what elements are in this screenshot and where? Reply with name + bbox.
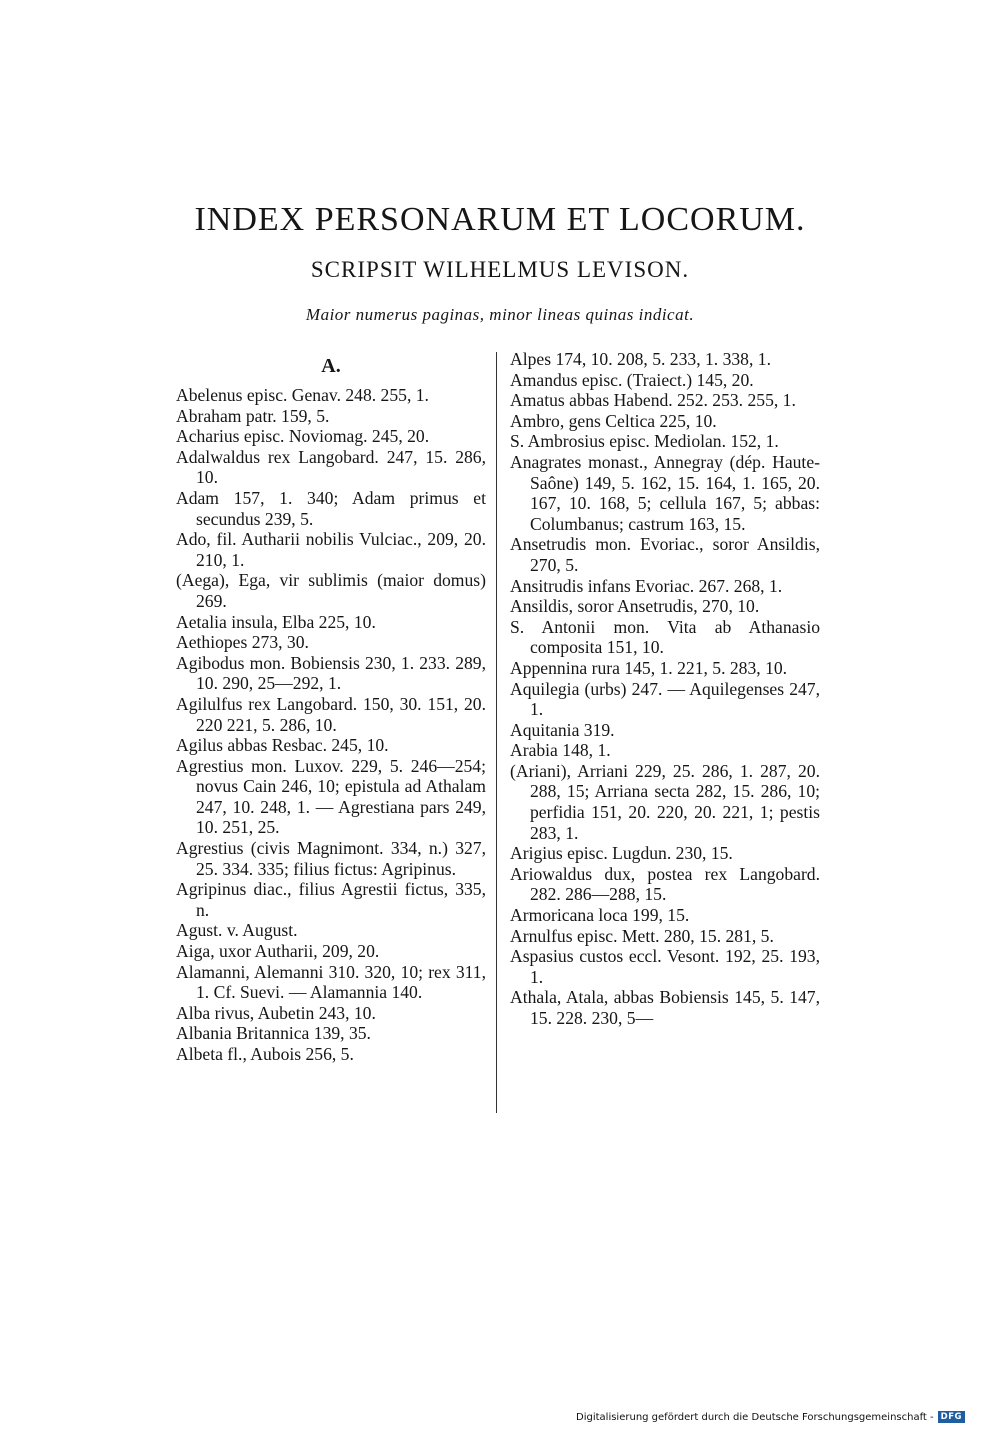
index-column-left (176, 349, 486, 1065)
index-entry: Agrestius (civis Magnimont. 334, n.) 327, 25. 334. 335; filius fictus: Agripinus. (176, 838, 486, 879)
index-entry: (Ariani), Arriani 229, 25. 286, 1. 287, 20. 288, 15; Arriana secta 282, 15. 286, 10; perfidia 151, 20. 220, 20. 221, 1; pestis 283, 1. (510, 760, 820, 843)
index-entry: Agust. v. August. (176, 920, 298, 941)
index-entry: Aetalia insula, Elba 225, 10. (176, 611, 376, 632)
index-entry: Aquilegia (urbs) 247. — Aquilegenses 247, 1. (510, 678, 820, 720)
index-entry: Albeta fl., Aubois 256, 5. (176, 1044, 354, 1064)
index-entry: Abelenus episc. Genav. 248. 255, 1. (176, 385, 429, 405)
dfg-logo: DFG (938, 1411, 965, 1423)
index-entry: Athala, Atala, abbas Bobiensis 145, 5. 147, 15. 228. 230, 5— (510, 987, 820, 1028)
index-entry: Acharius episc. Noviomag. 245, 20. (176, 426, 430, 447)
index-entry: Alamanni, Alemanni 310. 320, 10; rex 311, 1. Cf. Suevi. — Alamannia 140. (176, 961, 486, 1003)
right-entry-list (510, 349, 820, 1029)
index-entry: Anagrates monast., Annegray (dép. Haute-Saône) 149, 5. 162, 15. 164, 1. 165, 20. 167, 10. 168, 5; cellula 167, 5; abbas: Columbanus; castrum 163, 15. (510, 451, 820, 534)
page-subtitle: SCRIPSIT WILHELMUS LEVISON. (310, 257, 690, 282)
index-entry: Ado, fil. Autharii nobilis Vulciac., 209, 20. 210, 1. (176, 529, 486, 570)
footer (576, 1411, 965, 1423)
page-note: Maior numerus paginas, minor lineas quinas indicat. (305, 305, 695, 324)
index-entry: Armoricana loca 199, 15. (510, 905, 690, 926)
index-entry: Agripinus diac., filius Agrestii fictus, 335, n. (176, 879, 486, 920)
index-entry: Agilus abbas Resbac. 245, 10. (176, 735, 389, 756)
index-entry: Arigius episc. Lugdun. 230, 15. (510, 843, 733, 864)
left-entry-list (176, 385, 486, 1065)
index-entry: Ansitrudis infans Evoriac. 267. 268, 1. (510, 575, 783, 596)
footer-text: Digitalisierung gefördert durch die Deutsche Forschungsgemeinschaft - (576, 1411, 934, 1423)
index-entry: Ambro, gens Celtica 225, 10. (510, 410, 717, 431)
index-column-right (510, 349, 820, 1029)
index-entry: Ansetrudis mon. Evoriac., soror Ansildis, 270, 5. (510, 534, 820, 575)
index-entry: Agrestius mon. Luxov. 229, 5. 246—254; novus Cain 246, 10; epistula ad Athalam 247, 10. 248, 1. — Agrestiana pars 249, 10. 251, 25. (176, 755, 486, 838)
index-entry: Alba rivus, Aubetin 243, 10. (176, 1002, 376, 1023)
index-entry: Amandus episc. (Traiect.) 145, 20. (510, 369, 754, 390)
index-entry: (Aega), Ega, vir sublimis (maior domus) 269. (176, 570, 486, 611)
index-entry: S. Antonii mon. Vita ab Athanasio composita 151, 10. (510, 616, 820, 658)
index-entry: Aiga, uxor Autharii, 209, 20. (176, 941, 380, 962)
page-title: INDEX PERSONARUM ET LOCORUM. (194, 201, 806, 238)
column-separator (496, 352, 497, 1113)
index-entry: Arnulfus episc. Mett. 280, 15. 281, 5. (510, 925, 774, 946)
index-entry: Alpes 174, 10. 208, 5. 233, 1. 338, 1. (510, 349, 771, 369)
index-entry: Albania Britannica 139, 35. (176, 1023, 371, 1044)
index-entry: Ariowaldus dux, postea rex Langobard. 282. 286—288, 15. (510, 863, 820, 905)
index-entry: Abraham patr. 159, 5. (176, 405, 330, 426)
index-entry: Agilulfus rex Langobard. 150, 30. 151, 20. 220 221, 5. 286, 10. (176, 693, 486, 735)
index-entry: Agibodus mon. Bobiensis 230, 1. 233. 289, 10. 290, 25—292, 1. (176, 652, 486, 694)
index-entry: Aspasius custos eccl. Vesont. 192, 25. 193, 1. (510, 946, 820, 987)
index-entry: Adam 157, 1. 340; Adam primus et secundus 239, 5. (176, 487, 486, 529)
index-entry: Amatus abbas Habend. 252. 253. 255, 1. (510, 390, 796, 411)
index-entry: Ansildis, soror Ansetrudis, 270, 10. (510, 596, 760, 617)
section-letter: A. (321, 355, 341, 377)
index-entry: Aquitania 319. (510, 719, 615, 740)
index-entry: Adalwaldus rex Langobard. 247, 15. 286, 10. (176, 446, 486, 488)
index-entry: Arabia 148, 1. (510, 740, 611, 761)
index-entry: S. Ambrosius episc. Mediolan. 152, 1. (510, 431, 779, 452)
index-entry: Appennina rura 145, 1. 221, 5. 283, 10. (510, 657, 788, 678)
index-entry: Aethiopes 273, 30. (176, 632, 309, 653)
